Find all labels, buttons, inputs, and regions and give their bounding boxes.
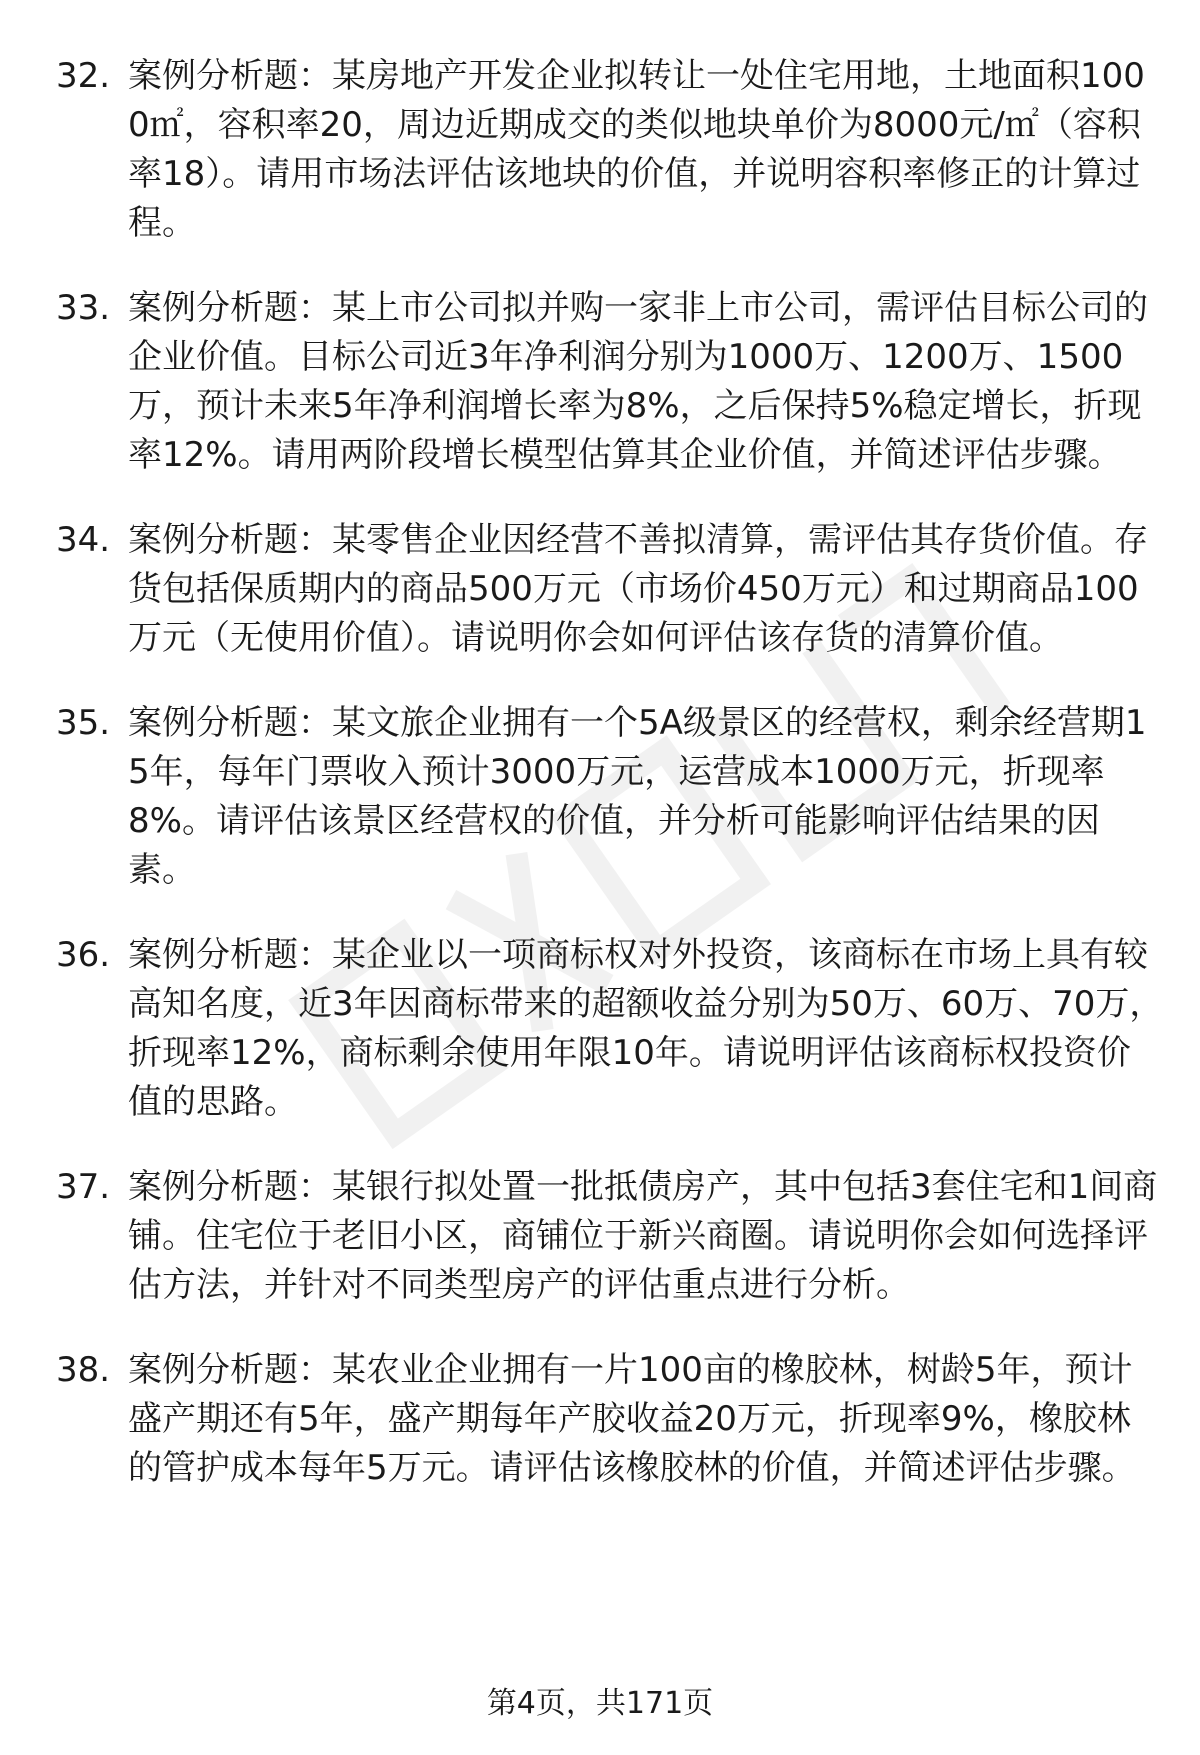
question-text: 案例分析题：某房地产开发企业拟转让一处住宅用地，土地面积1000㎡，容积率20，周边近期成交的类似地块单价为8000元/㎡（容积率18）。请用市场法评估该地块的价值，并说明容积率修正的计算过程。	[128, 56, 1145, 243]
question-item	[56, 699, 1166, 895]
question-number: 35.	[56, 703, 111, 743]
question-text: 案例分析题：某企业以一项商标权对外投资，该商标在市场上具有较高知名度，近3年因商标带来的超额收益分别为50万、60万、70万，折现率12%，商标剩余使用年限10年。请说明评估该商标权投资价值的思路。	[128, 935, 1164, 1122]
question-list	[56, 52, 1166, 1529]
question-item	[56, 1346, 1166, 1493]
question-item	[56, 284, 1166, 480]
question-item	[56, 931, 1166, 1127]
question-item	[56, 1163, 1166, 1310]
question-number: 38.	[56, 1350, 111, 1390]
question-number: 37.	[56, 1167, 111, 1207]
question-item	[56, 516, 1166, 663]
question-item	[56, 52, 1166, 248]
question-number: 34.	[56, 520, 111, 560]
page-number: 第4页，共171页	[486, 1686, 714, 1721]
question-text: 案例分析题：某零售企业因经营不善拟清算，需评估其存货价值。存货包括保质期内的商品500万元（市场价450万元）和过期商品100万元（无使用价值）。请说明你会如何评估该存货的清算价值。	[128, 520, 1148, 658]
question-text: 案例分析题：某农业企业拥有一片100亩的橡胶林，树龄5年，预计盛产期还有5年，盛产期每年产胶收益20万元，折现率9%，橡胶林的管护成本每年5万元。请评估该橡胶林的价值，并简述评估步骤。	[128, 1350, 1136, 1488]
question-number: 36.	[56, 935, 111, 975]
question-number: 33.	[56, 288, 111, 328]
question-text: 案例分析题：某文旅企业拥有一个5A级景区的经营权，剩余经营期15年，每年门票收入预计3000万元，运营成本1000万元，折现率8%。请评估该景区经营权的价值，并分析可能影响评估结果的因素。	[128, 703, 1147, 890]
question-text: 案例分析题：某上市公司拟并购一家非上市公司，需评估目标公司的企业价值。目标公司近3年净利润分别为1000万、1200万、1500万，预计未来5年净利润增长率为8%，之后保持5%稳定增长，折现率12%。请用两阶段增长模型估算其企业价值，并简述评估步骤。	[128, 288, 1148, 475]
question-number: 32.	[56, 56, 111, 96]
question-text: 案例分析题：某银行拟处置一批抵债房产，其中包括3套住宅和1间商铺。住宅位于老旧小区，商铺位于新兴商圈。请说明你会如何选择评估方法，并针对不同类型房产的评估重点进行分析。	[128, 1167, 1158, 1305]
